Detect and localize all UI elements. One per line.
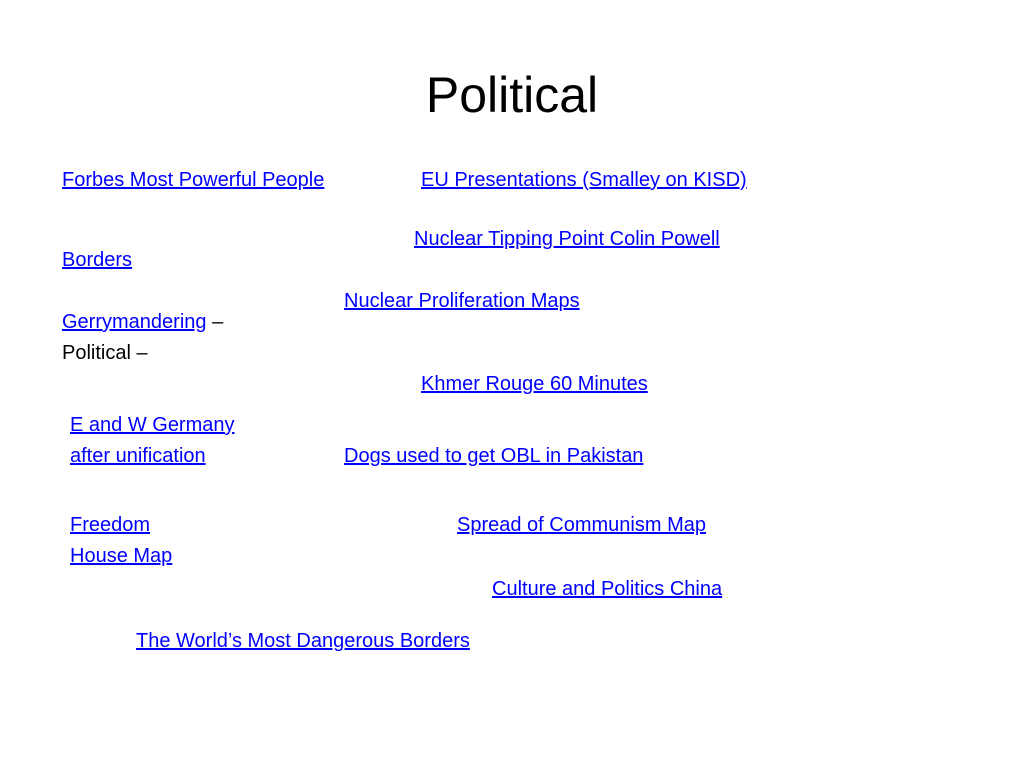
- dogs-obl-pakistan-link[interactable]: Dogs used to get OBL in Pakistan: [344, 445, 644, 467]
- slide-title: Political: [425, 67, 599, 123]
- gerrymandering-link[interactable]: Gerrymandering: [62, 311, 207, 333]
- dogs-container: [344, 441, 643, 472]
- borders-container: [62, 245, 132, 276]
- communism-container: [457, 510, 706, 541]
- political-line: [62, 338, 148, 369]
- china-container: [492, 574, 722, 605]
- nuclear-tipping-point-link[interactable]: Nuclear Tipping Point Colin Powell: [414, 228, 720, 250]
- spread-of-communism-link[interactable]: Spread of Communism Map: [457, 514, 706, 536]
- political-text: Political –: [62, 342, 148, 364]
- dangerous-borders-container: [136, 626, 470, 657]
- germany-link-line1[interactable]: E and W Germany: [70, 414, 235, 436]
- freedom-container: [70, 510, 172, 572]
- culture-politics-china-link[interactable]: Culture and Politics China: [492, 578, 723, 600]
- gerrymandering-dash: –: [206, 311, 224, 333]
- nuclear-tipping-container: [414, 224, 720, 255]
- khmer-rouge-link[interactable]: Khmer Rouge 60 Minutes: [421, 373, 648, 395]
- eu-presentations-link[interactable]: EU Presentations (Smalley on KISD): [421, 169, 747, 191]
- nuclear-proliferation-maps-link[interactable]: Nuclear Proliferation Maps: [344, 290, 580, 312]
- gerrymandering-line: [62, 307, 223, 338]
- nuclear-prolif-container: [344, 286, 580, 317]
- freedom-house-link-line1[interactable]: Freedom: [70, 514, 151, 536]
- germany-link-line2[interactable]: after unification: [70, 445, 206, 467]
- most-dangerous-borders-link[interactable]: The World’s Most Dangerous Borders: [136, 630, 470, 652]
- eu-link-container: [421, 165, 747, 196]
- germany-container: [70, 410, 235, 472]
- khmer-container: [421, 369, 648, 400]
- freedom-house-link-line2[interactable]: House Map: [70, 545, 173, 567]
- borders-link[interactable]: Borders: [62, 249, 133, 271]
- forbes-most-powerful-people-link[interactable]: Forbes Most Powerful People: [62, 169, 325, 191]
- forbes-link-container: [62, 165, 324, 196]
